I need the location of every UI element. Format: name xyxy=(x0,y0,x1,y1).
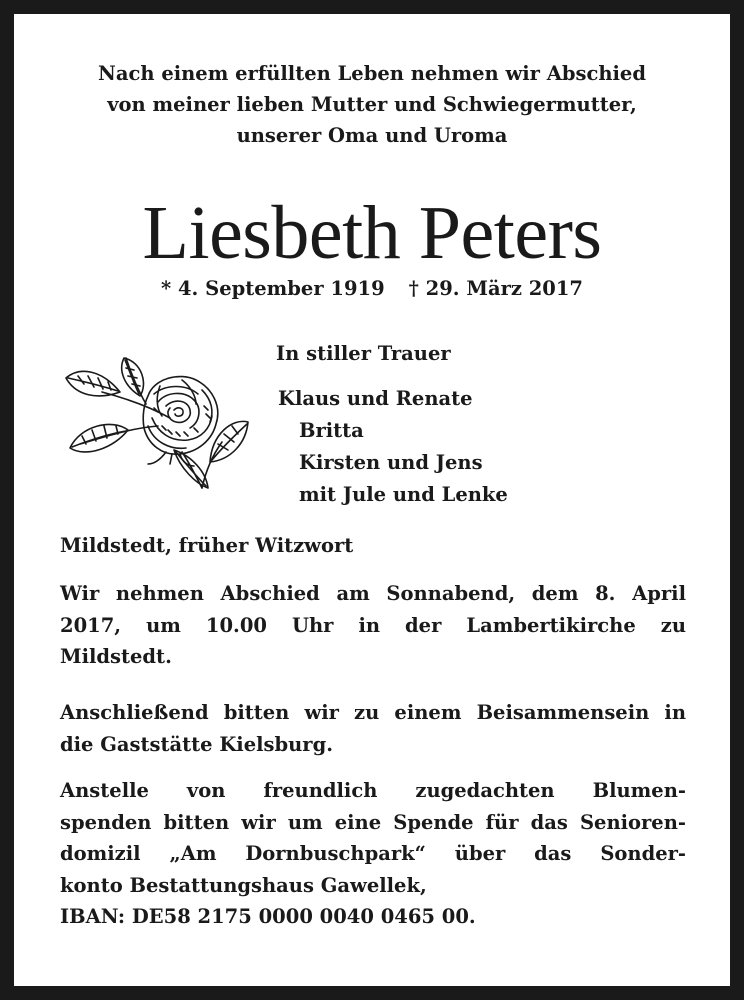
reception-line: Anschließend bitten wir zu einem Beisammensein in xyxy=(60,701,686,724)
service-line: Mildstedt. xyxy=(60,645,172,668)
mourning-title: In stiller Trauer xyxy=(276,342,451,365)
intro-text xyxy=(40,58,704,151)
intro-line: von meiner lieben Mutter und Schwiegermutter, xyxy=(107,93,637,116)
rose-icon xyxy=(62,356,252,494)
mourner-name: Britta xyxy=(299,419,364,442)
deceased-name: Liesbeth Peters xyxy=(142,191,602,275)
service-line: 2017, um 10.00 Uhr in der Lambertikirche zu xyxy=(60,613,686,637)
mourners-list xyxy=(278,383,508,511)
life-dates xyxy=(40,277,704,300)
donation-line: domizil „Am Dornbuschpark“ über das Sonder- xyxy=(60,842,686,865)
place-of-residence: Mildstedt, früher Witzwort xyxy=(60,534,354,557)
service-paragraph xyxy=(60,578,686,673)
mourner-name: mit Jule und Lenke xyxy=(299,483,508,506)
service-line: Wir nehmen Abschied am Sonnabend, dem 8. April xyxy=(60,582,686,605)
donation-line: spenden bitten wir um eine Spende für das Senioren- xyxy=(60,810,686,834)
reception-paragraph xyxy=(60,697,686,760)
birth-date: * 4. September 1919 xyxy=(160,277,385,300)
mourner-name: Klaus und Renate xyxy=(278,387,473,410)
donation-paragraph xyxy=(60,775,686,933)
donation-line: Anstelle von freundlich zugedachten Blumen- xyxy=(60,779,686,802)
death-date: † 29. März 2017 xyxy=(408,277,584,300)
intro-line: unserer Oma und Uroma xyxy=(236,124,508,147)
intro-line: Nach einem erfüllten Leben nehmen wir Abschied xyxy=(98,62,646,85)
donation-line: konto Bestattungshaus Gawellek, xyxy=(60,873,427,897)
mourner-name: Kirsten und Jens xyxy=(299,451,483,474)
iban-line: IBAN: DE58 2175 0000 0040 0465 00. xyxy=(60,905,476,928)
reception-line: die Gaststätte Kielsburg. xyxy=(60,732,333,756)
